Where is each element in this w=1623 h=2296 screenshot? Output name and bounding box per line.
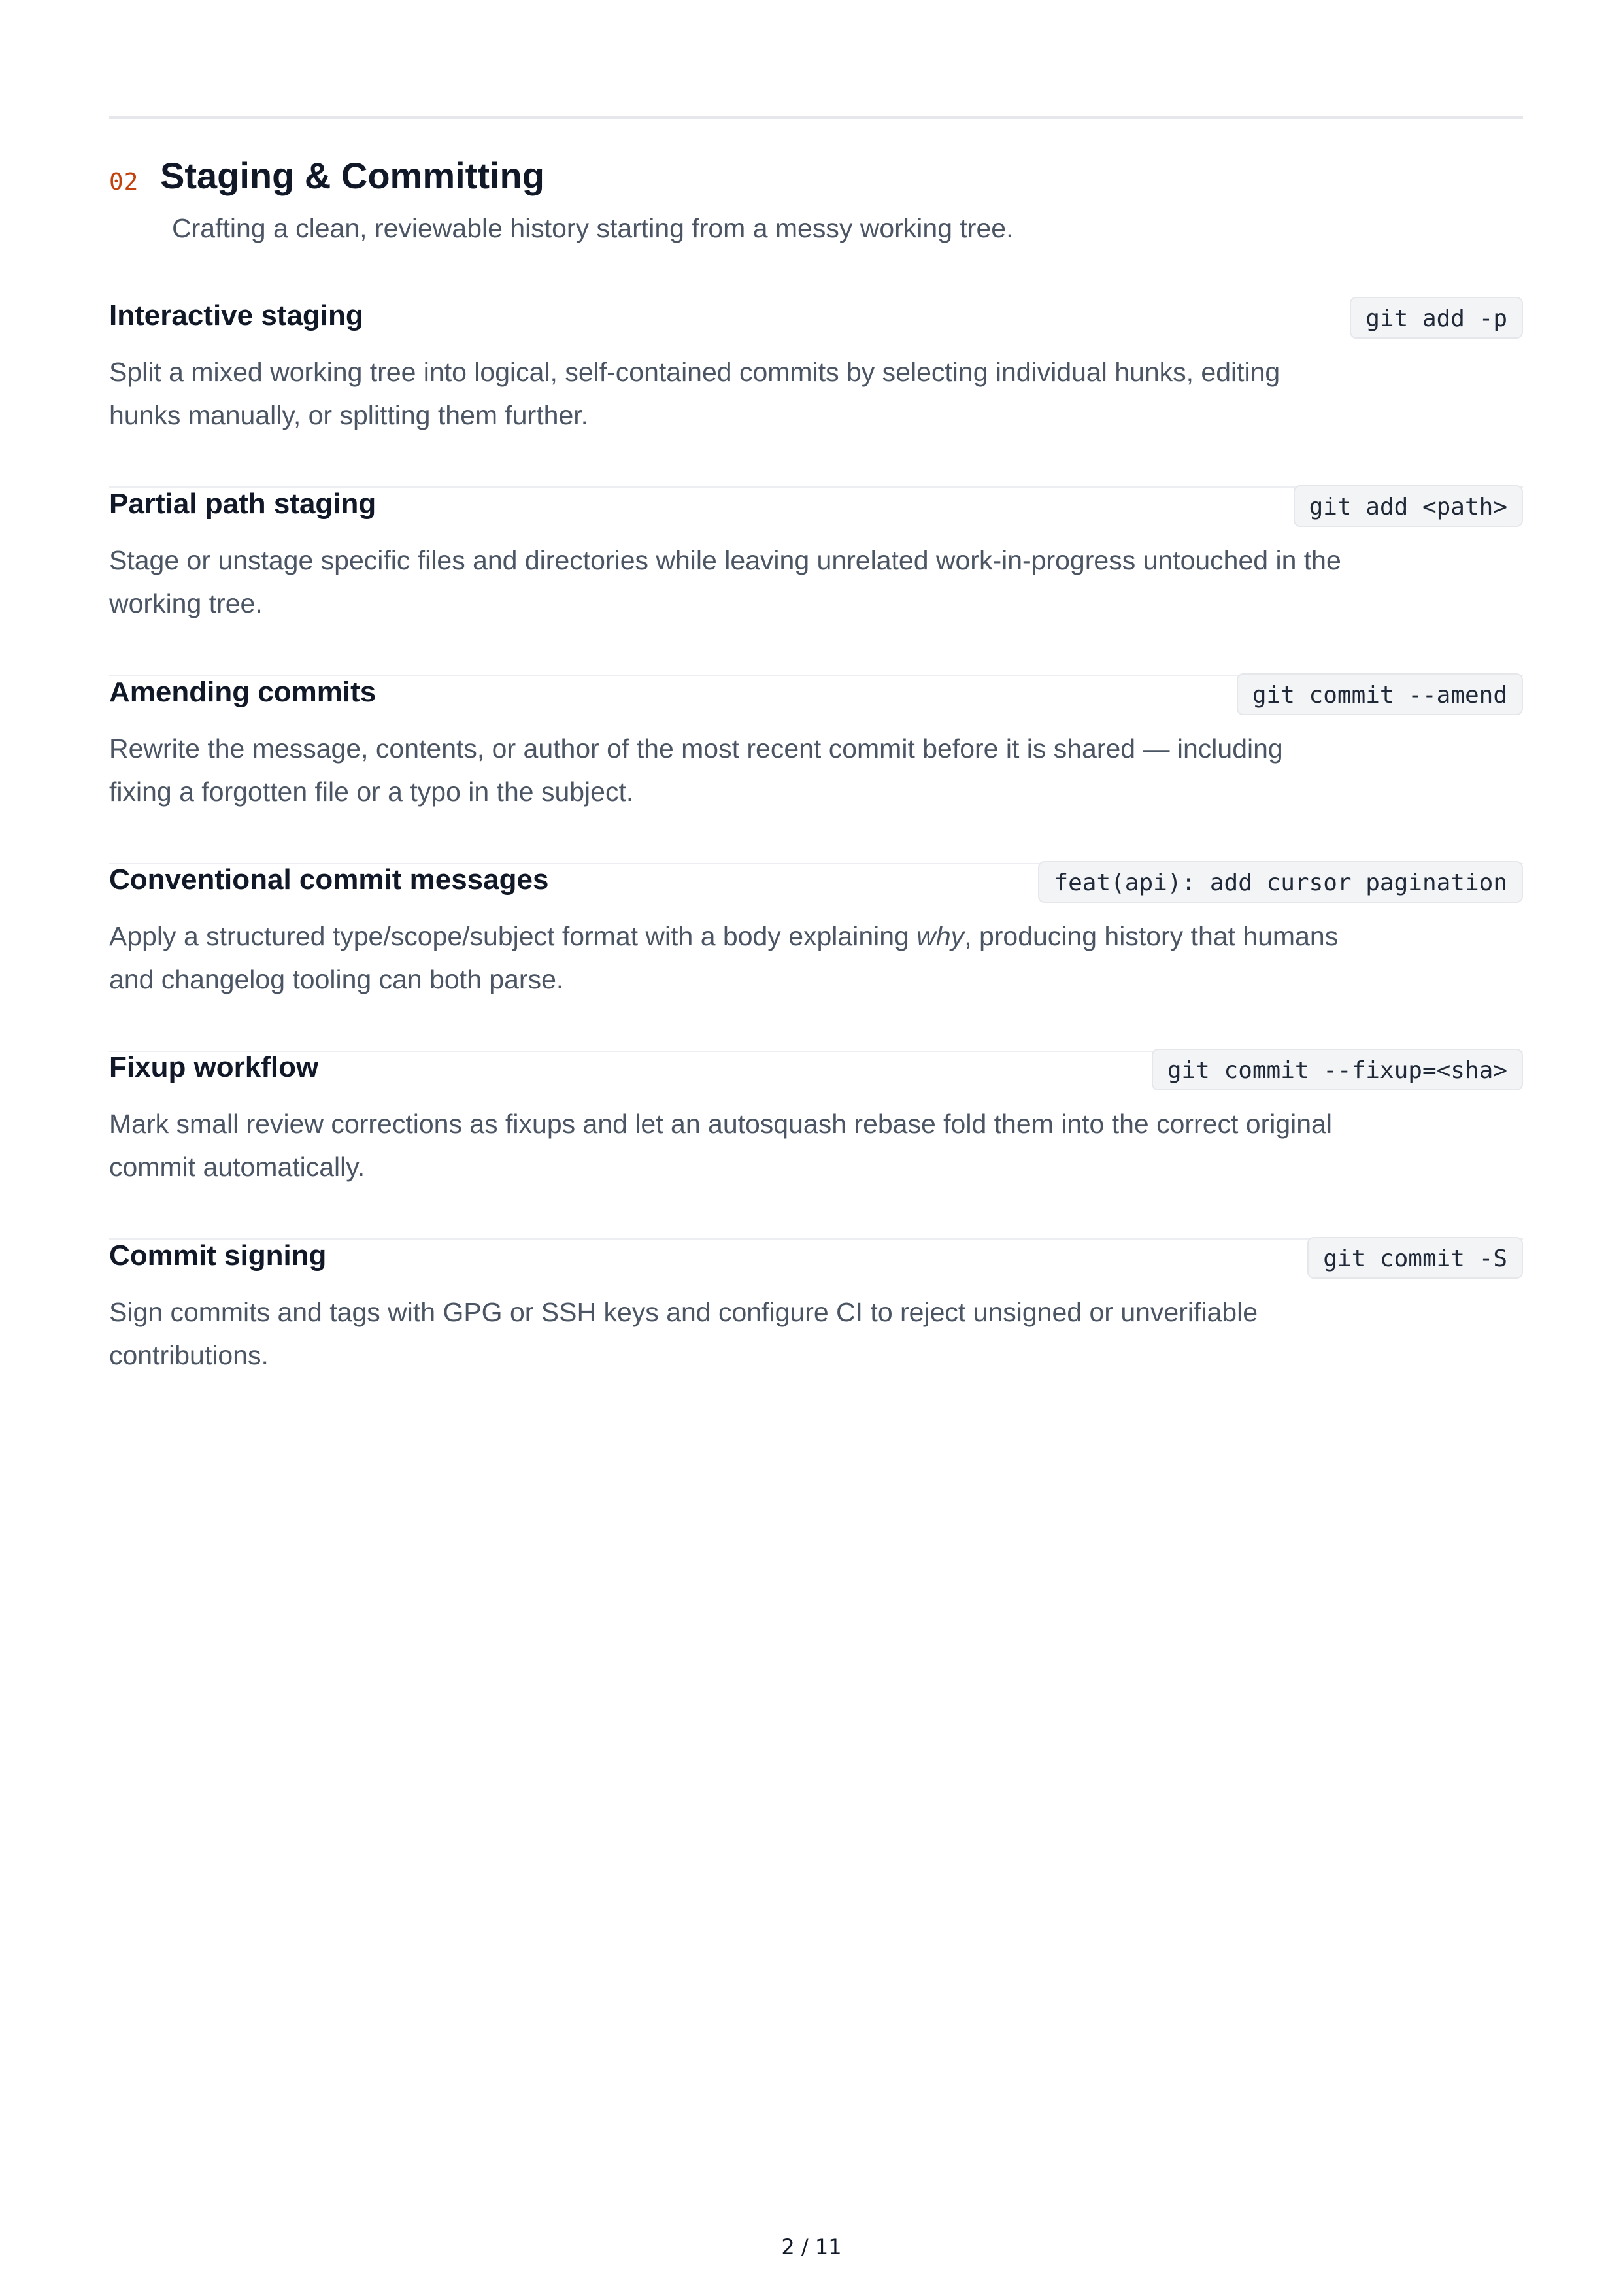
code-snippet: git commit --fixup=<sha> [1152, 1049, 1523, 1090]
item-partial-path-staging [109, 488, 1523, 676]
item-title: Conventional commit messages [109, 864, 549, 896]
description-text: , producing history that humans and changelog tooling can both parse. [109, 921, 1339, 994]
item-title: Partial path staging [109, 488, 376, 520]
description-text: Apply a structured type/scope/subject format with a body explaining [109, 921, 917, 951]
item-description: Rewrite the message, contents, or author of the most recent commit before it is shared — including fixing a forgotten file or a typo in the subject. [109, 734, 1283, 807]
top-divider [109, 116, 1523, 119]
item-description: Sign commits and tags with GPG or SSH keys and configure CI to reject unsigned or unverifiable contributions. [109, 1297, 1258, 1370]
item-title: Commit signing [109, 1240, 327, 1272]
item-title: Fixup workflow [109, 1051, 319, 1083]
code-snippet: feat(api): add cursor pagination [1038, 861, 1523, 903]
section-title: Staging & Committing [160, 155, 544, 196]
item-title: Interactive staging [109, 299, 363, 331]
item-interactive-staging [109, 299, 1523, 488]
code-snippet: git commit --amend [1237, 673, 1523, 715]
page-number: 2 / 11 [781, 2235, 842, 2259]
item-conventional-commit-messages [109, 864, 1523, 1052]
item-description [109, 915, 1351, 1001]
code-snippet: git add <path> [1294, 485, 1523, 527]
item-description: Mark small review corrections as fixups and let an autosquash rebase fold them into the correct original commit automatically. [109, 1109, 1332, 1182]
item-commit-signing [109, 1240, 1523, 1428]
item-description: Split a mixed working tree into logical, self-contained commits by selecting individual hunks, editing hunks manually, or splitting them further. [109, 357, 1280, 430]
section-header [109, 154, 1523, 207]
description-emphasis: why [916, 921, 965, 951]
code-snippet: git commit -S [1307, 1237, 1523, 1279]
section-number: 02 [109, 169, 139, 195]
item-title: Amending commits [109, 676, 376, 708]
item-fixup-workflow [109, 1051, 1523, 1240]
item-description: Stage or unstage specific files and directories while leaving unrelated work-in-progress untouched in the working tree. [109, 545, 1341, 618]
section-subtitle: Crafting a clean, reviewable history starting from a messy working tree. [172, 213, 1014, 243]
code-snippet: git add -p [1350, 297, 1523, 339]
item-amending-commits [109, 676, 1523, 864]
